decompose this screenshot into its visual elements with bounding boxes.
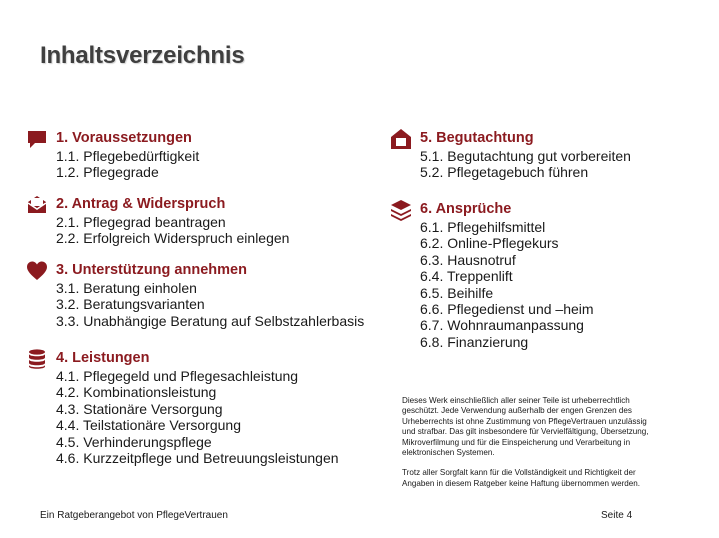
toc-item[interactable]: 4.1. Pflegegeld und Pflegesachleistung [56,368,299,384]
footer-publisher: Ein Ratgeberangebot von PflegeVertrauen [40,510,228,521]
toc-item[interactable]: 6.5. Beihilfe [420,284,494,301]
toc-item[interactable]: 3.1. Beratung einholen [56,280,197,296]
toc-section-ansprueche [420,201,594,350]
section-title: 2. Antrag & Widerspruch [56,196,226,212]
toc-item[interactable]: 2.2. Erfolgreich Widerspruch einlegen [56,230,290,247]
toc-item[interactable]: 3.2. Beratungsvarianten [56,296,205,313]
toc-item[interactable]: 4.6. Kurzzeitpflege und Betreuungsleistungen [56,450,339,467]
toc-item[interactable]: 4.3. Stationäre Versorgung [56,400,223,417]
layers-icon [390,199,412,221]
copyright-text: Dieses Werk einschließlich aller seiner Teile ist urheberrechtlich geschützt. Jede Verwendung außerhalb der engen Grenzen des Urheberrechts ist ohne Zustimmung von PflegeVertrauen unzulässig und strafbar. Das gilt insbesondere für Vervielfältigung, Übersetzung, Mikroverfilmung und für die Einspeicherung und Verarbeitung in elektronischen Systemen. [402,396,649,458]
section-title: 3. Unterstützung annehmen [56,262,247,278]
toc-item[interactable]: 1.2. Pflegegrade [56,164,159,181]
house-icon [390,128,412,150]
toc-section-leistungen [56,350,339,466]
disclaimer-text: Trotz aller Sorgfalt kann für die Vollständigkeit und Richtigkeit der Angaben in diesem Ratgeber keine Haftung übernommen werden. [402,468,641,488]
toc-item[interactable]: 3.3. Unabhängige Beratung auf Selbstzahlerbasis [56,312,365,329]
toc-item[interactable]: 4.4. Teilstationäre Versorgung [56,417,241,434]
section-title: 1. Voraussetzungen [56,130,192,146]
toc-item[interactable]: 6.3. Hausnotruf [420,251,516,268]
toc-item[interactable]: 4.2. Kombinationsleistung [56,384,217,401]
toc-item[interactable]: 6.4. Treppenlift [420,268,513,285]
toc-section-voraussetzungen [56,130,199,181]
page-title: Inhaltsverzeichnis [40,42,245,69]
section-title: 4. Leistungen [56,350,150,366]
envelope-icon [26,194,48,216]
section-header[interactable] [56,130,199,148]
section-header[interactable] [420,130,631,148]
copyright-notice [402,396,657,499]
page-number: Seite 4 [601,510,633,521]
section-header[interactable] [56,196,289,214]
speech-bubble-icon [26,128,48,150]
toc-section-antrag [56,196,289,247]
section-header[interactable] [56,350,339,368]
toc-section-unterstuetzung [56,262,364,329]
toc-item[interactable]: 5.2. Pflegetagebuch führen [420,164,589,181]
section-title: 5. Begutachtung [420,130,534,146]
toc-item[interactable]: 6.1. Pflegehilfsmittel [420,219,546,235]
heart-icon [26,260,48,282]
toc-item[interactable]: 1.1. Pflegebedürftigkeit [56,148,200,164]
database-icon [26,348,48,370]
toc-section-begutachtung [420,130,631,181]
toc-item[interactable]: 6.6. Pflegedienst und –heim [420,301,594,318]
section-header[interactable] [56,262,364,280]
toc-item[interactable]: 5.1. Begutachtung gut vorbereiten [420,148,631,164]
toc-item[interactable]: 4.5. Verhinderungspflege [56,433,212,450]
section-title: 6. Ansprüche [420,201,512,217]
toc-item[interactable]: 6.8. Finanzierung [420,333,529,350]
toc-item[interactable]: 6.7. Wohnraumanpassung [420,317,584,334]
toc-item[interactable]: 2.1. Pflegegrad beantragen [56,214,226,230]
toc-item[interactable]: 6.2. Online-Pflegekurs [420,235,559,252]
section-header[interactable] [420,201,594,219]
